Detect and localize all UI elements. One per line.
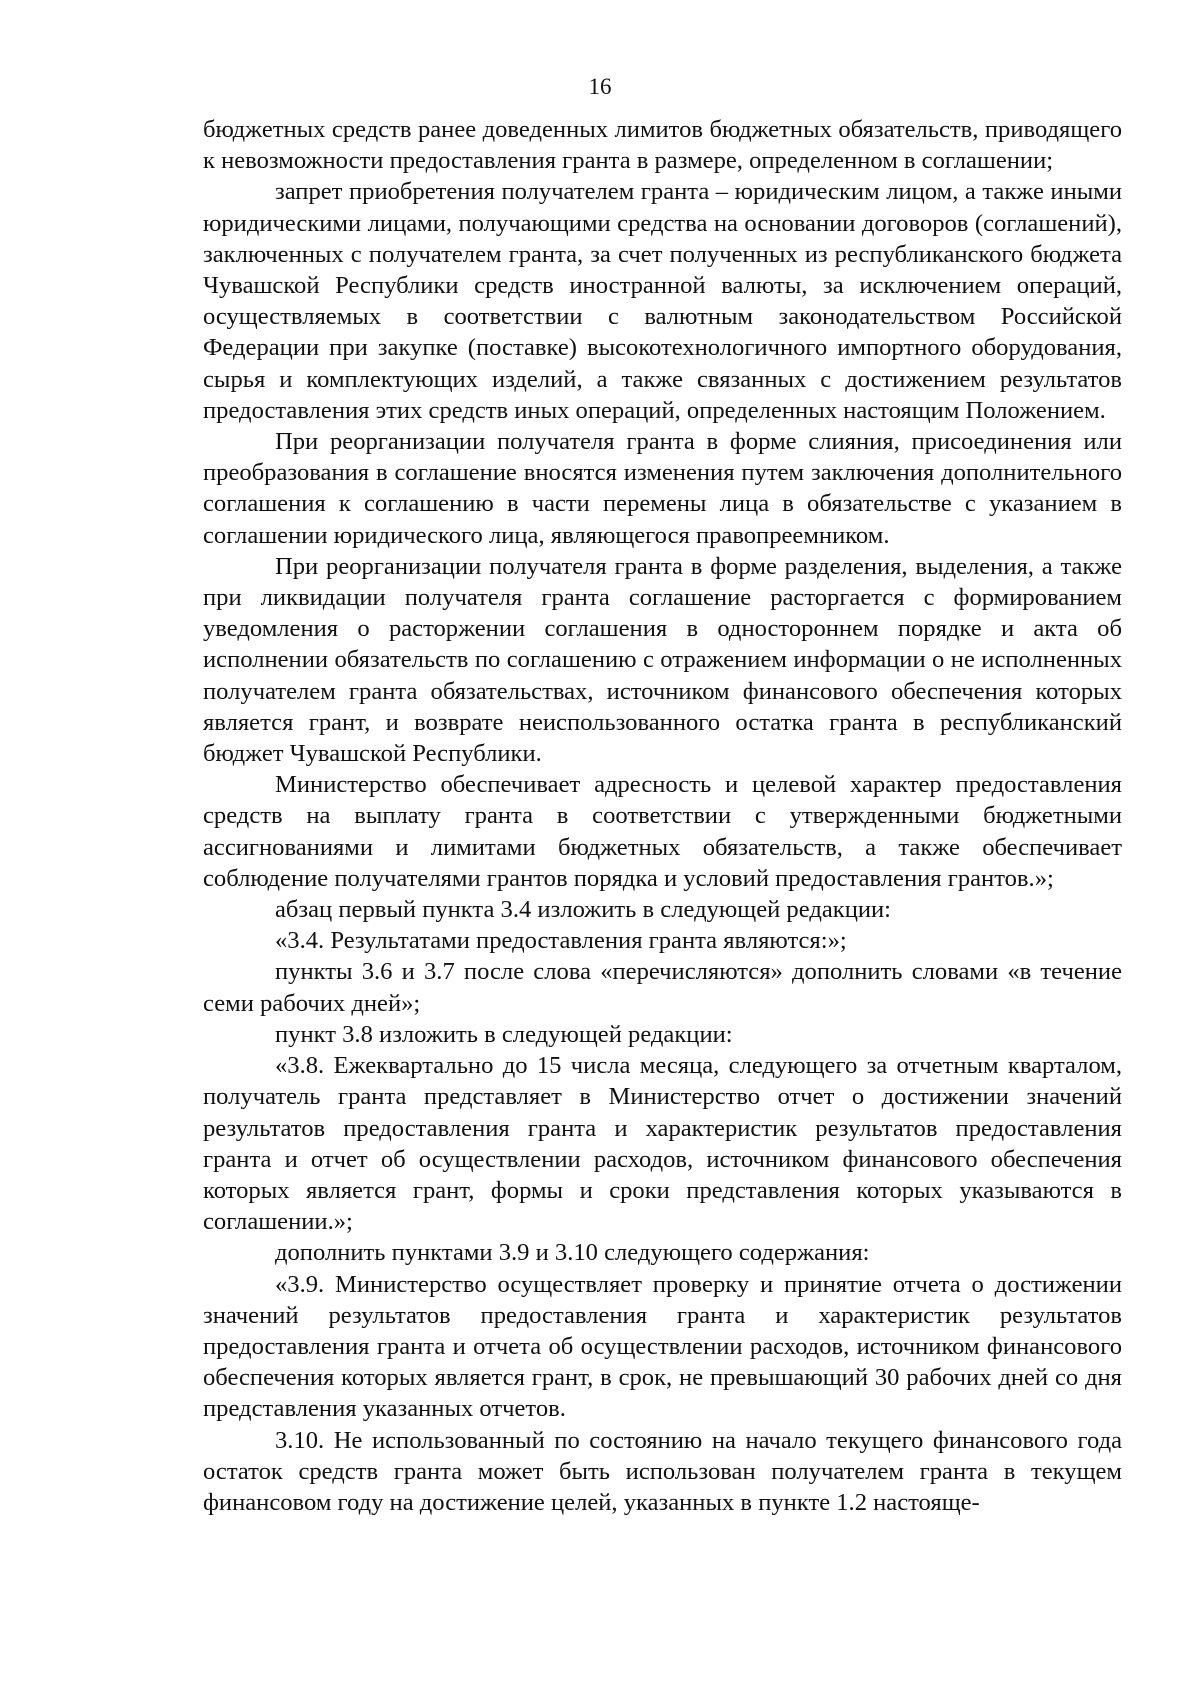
paragraph-ministry-targeting: Министерство обеспечивает адресность и целевой характер предоставления средств на выплату гранта в соответствии с утвержденными бюджетными ассигнованиями и лимитами бюджетных обязательств, а также обеспечивает соблюдение получателями грантов порядка и условий предоставления грантов.»;: [203, 771, 1122, 892]
paragraph-items-3-9-3-10-intro: дополнить пунктами 3.9 и 3.10 следующего содержания:: [275, 1239, 870, 1267]
paragraph-currency-ban: запрет приобретения получателем гранта – юридическим лицом, а также иными юридическими лицами, получающими средства на основании договоров (соглашений), заключенных с получателем гранта, за счет полученных из республиканского бюджета Чувашской Республики средств иностранной валюты, за исключением операций, осуществляемых в соответствии с валютным законодательством Российской Федерации при закупке (поставке) высокотехнологичного импортного оборудования, сырья и комплектующих изделий, а также связанных с достижением результатов предоставления этих средств иных операций, определенных настоящим Положением.: [203, 178, 1122, 424]
paragraph-item-3-8-intro: пункт 3.8 изложить в следующей редакции:: [275, 1020, 733, 1048]
paragraph-continuation: бюджетных средств ранее доведенных лимитов бюджетных обязательств, приводящего к невозможности предоставления гранта в размере, определенном в соглашении;: [203, 116, 1122, 175]
page-number: 16: [588, 74, 612, 99]
paragraph-reorganization-division: При реорганизации получателя гранта в форме разделения, выделения, а также при ликвидации получателя гранта соглашение расторгается с формированием уведомления о расторжении соглашения в одностороннем порядке и акта об исполнении обязательств по соглашению с отражением информации о не исполненных получателем гранта обязательствах, источником финансового обеспечения которых является грант, и возврате неиспользованного остатка гранта в республиканский бюджет Чувашской Республики.: [203, 552, 1122, 768]
document-body: [203, 114, 1122, 1518]
paragraph-item-3-8-text: «3.8. Ежеквартально до 15 числа месяца, следующего за отчетным кварталом, получатель гранта представляет в Министерство отчет о достижении значений результатов предоставления гранта и характеристик результатов предоставления гранта и отчет об осуществлении расходов, источником финансового обеспечения которых является грант, формы и сроки представления которых указываются в соглашении.»;: [203, 1052, 1122, 1236]
paragraph-item-3-10-text: 3.10. Не использованный по состоянию на начало текущего финансового года остаток средств гранта может быть использован получателем гранта в текущем финансовом году на достижение целей, указанных в пункте 1.2 настояще-: [203, 1426, 1122, 1516]
paragraph-items-3-6-3-7: пункты 3.6 и 3.7 после слова «перечисляются» дополнить словами «в течение семи рабочих дней»;: [203, 958, 1122, 1017]
paragraph-reorganization-merger: При реорганизации получателя гранта в форме слияния, присоединения или преобразования в соглашение вносятся изменения путем заключения дополнительного соглашения к соглашению в части перемены лица в обязательстве с указанием в соглашении юридического лица, являющегося правопреемником.: [203, 428, 1122, 549]
paragraph-item-3-4-intro: абзац первый пункта 3.4 изложить в следующей редакции:: [275, 896, 892, 924]
paragraph-item-3-9-text: «3.9. Министерство осуществляет проверку и принятие отчета о достижении значений результатов предоставления гранта и характеристик результатов предоставления гранта и отчета об осуществлении расходов, источником финансового обеспечения которых является грант, в срок, не превышающий 30 рабочих дней со дня представления указанных отчетов.: [203, 1270, 1122, 1423]
paragraph-item-3-4-text: «3.4. Результатами предоставления гранта являются:»;: [275, 927, 847, 955]
